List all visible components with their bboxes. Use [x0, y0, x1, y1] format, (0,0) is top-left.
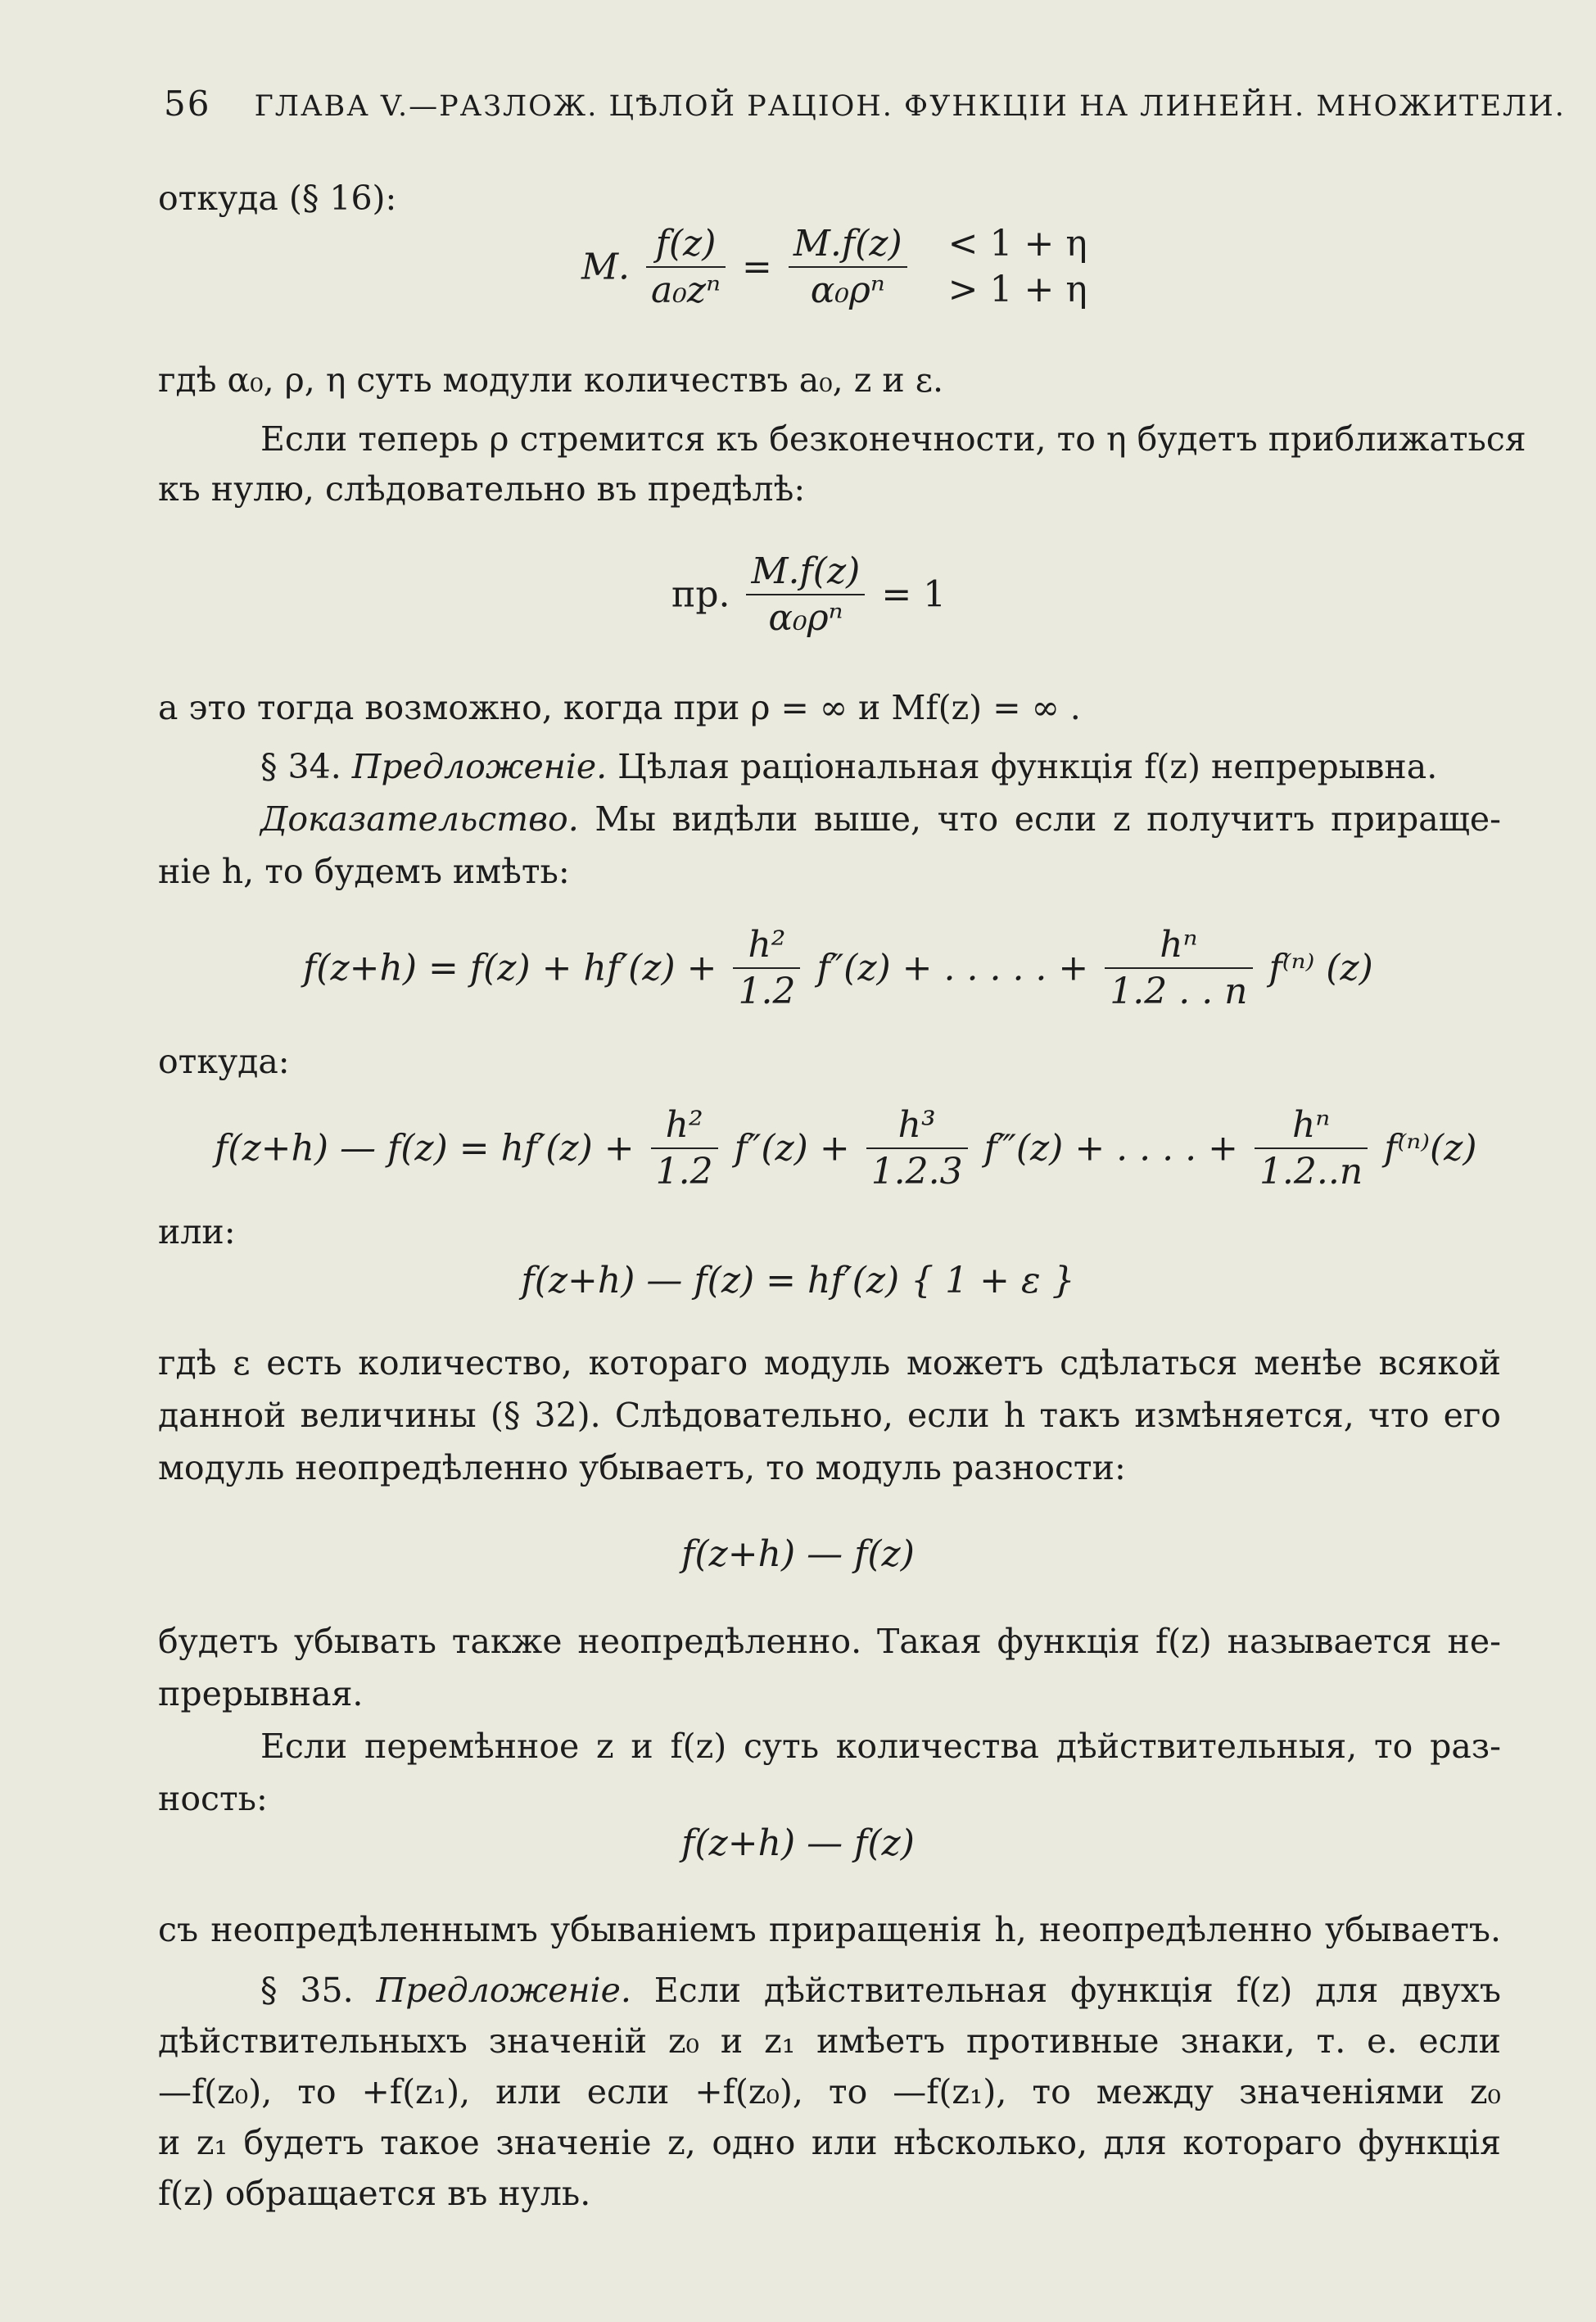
formula-term: M. [581, 246, 631, 288]
inequalities [948, 221, 1087, 313]
proof-line [260, 799, 1501, 839]
numerator: h² [651, 1104, 718, 1149]
text-line: —f(z₀), то +f(z₁), или если +f(z₀), то —f(z₁), то между значеніями z₀ [158, 2072, 1501, 2112]
formula-term: f‴(z) + . . . . + [983, 1127, 1238, 1170]
limit-label: пр. [671, 573, 730, 616]
denominator: 1.2 [738, 971, 796, 1012]
denominator: 1.2 . . n [1110, 971, 1248, 1012]
section-text: Цѣлая раціональная функція f(z) непрерывна. [617, 747, 1438, 786]
numerator: M.f(z) [746, 550, 865, 595]
denominator: a₀zⁿ [651, 269, 721, 311]
equals-sign: = [741, 246, 772, 288]
formula-modulus-difference: f(z+h) — f(z) [681, 1533, 915, 1575]
denominator: 1.2 [655, 1151, 713, 1193]
formula-limit [671, 550, 946, 639]
text-line: ность: [158, 1779, 268, 1818]
text-line: откуда: [158, 1042, 290, 1081]
text-line: гдѣ α₀, ρ, η суть модули количествъ a₀, z и ε. [158, 360, 944, 400]
proof-text: Мы видѣли выше, что если z получитъ прираще- [595, 799, 1501, 839]
text-line: прерывная. [158, 1674, 364, 1713]
numerator: h³ [866, 1104, 968, 1149]
text-line: къ нулю, слѣдовательно въ предѣлѣ: [158, 469, 806, 509]
text-line: Если перемѣнное z и f(z) суть количества дѣйствительныя, то раз- [260, 1727, 1501, 1766]
section-title: Предложеніе. [351, 747, 608, 786]
section-title: Предложеніе. [376, 1971, 631, 2010]
text-line: модуль неопредѣленно убываетъ, то модуль разности: [158, 1448, 1126, 1487]
numerator: M.f(z) [789, 223, 907, 268]
text-line: и z₁ будетъ такое значеніе z, одно или нѣсколько, для котораго функція [158, 2123, 1501, 2162]
fraction [733, 924, 800, 1012]
inequality-lower: > 1 + η [947, 269, 1087, 310]
text-line: данной величины (§ 32). Слѣдовательно, если h такъ измѣняется, что его [158, 1396, 1501, 1435]
text-line: или: [158, 1212, 236, 1252]
formula-rhs: = 1 [881, 573, 947, 616]
text-line: f(z) обращается въ нуль. [158, 2174, 591, 2213]
formula-term: f(z+h) — f(z) = hf′(z) + [215, 1127, 635, 1170]
formula-difference [215, 1104, 1476, 1193]
formula-modulus-ratio [581, 221, 1087, 313]
inequality-upper: < 1 + η [947, 223, 1087, 265]
denominator: α₀ρⁿ [810, 269, 885, 311]
formula-term: f(z+h) = f(z) + hf′(z) + [303, 947, 717, 989]
text-line: ніе h, то будемъ имѣть: [158, 852, 570, 891]
denominator: α₀ρⁿ [768, 597, 843, 639]
numerator: hⁿ [1105, 924, 1252, 969]
numerator: f(z) [646, 223, 726, 268]
fraction [646, 223, 726, 311]
fraction [651, 1104, 718, 1193]
denominator: 1.2.3 [870, 1151, 963, 1193]
fraction [1255, 1104, 1368, 1193]
text-line: откуда (§ 16): [158, 179, 397, 218]
denominator: 1.2..n [1259, 1151, 1363, 1193]
formula-epsilon: f(z+h) — f(z) = hf′(z) { 1 + ε } [521, 1260, 1075, 1301]
running-title: ГЛАВА V.—РАЗЛОЖ. ЦѢЛОЙ РАЦІОН. ФУНКЦІИ НА ЛИНЕЙН. МНОЖИТЕЛИ. [254, 90, 1566, 123]
section-text: Если дѣйствительная функція f(z) для двухъ [653, 1971, 1501, 2010]
numerator: hⁿ [1255, 1104, 1368, 1149]
fraction [746, 550, 865, 639]
text-line: гдѣ ε есть количество, котораго модуль можетъ сдѣлаться менѣе всякой [158, 1343, 1501, 1383]
numerator: h² [733, 924, 800, 969]
fraction [1105, 924, 1252, 1012]
formula-term: f″(z) + . . . . . + [816, 947, 1089, 989]
running-header [164, 84, 1566, 124]
fraction [789, 223, 907, 311]
section-number: § 34. [260, 747, 341, 786]
text-line: будетъ убывать также неопредѣленно. Такая функція f(z) называется не- [158, 1622, 1501, 1661]
section-35-heading [260, 1971, 1501, 2010]
formula-term: f⁽ⁿ⁾(z) [1384, 1127, 1477, 1170]
formula-term: f⁽ⁿ⁾ (z) [1268, 947, 1373, 989]
section-34-heading [260, 747, 1501, 786]
fraction [866, 1104, 968, 1193]
formula-real-difference: f(z+h) — f(z) [681, 1822, 915, 1864]
formula-taylor [303, 924, 1373, 1012]
formula-term: f″(z) + [734, 1127, 850, 1170]
page-number: 56 [164, 84, 211, 124]
text-line: а это тогда возможно, когда при ρ = ∞ и Mf(z) = ∞ . [158, 688, 1081, 727]
text-line: дѣйствительныхъ значеній z₀ и z₁ имѣетъ противные знаки, т. е. если [158, 2021, 1501, 2061]
text-line: Если теперь ρ стремится къ безконечности, то η будетъ приближаться [260, 419, 1526, 459]
text-line: съ неопредѣленнымъ убываніемъ приращенія h, неопредѣленно убываетъ. [158, 1910, 1501, 1949]
section-number: § 35. [260, 1971, 354, 2010]
proof-title: Доказательство. [260, 799, 579, 839]
